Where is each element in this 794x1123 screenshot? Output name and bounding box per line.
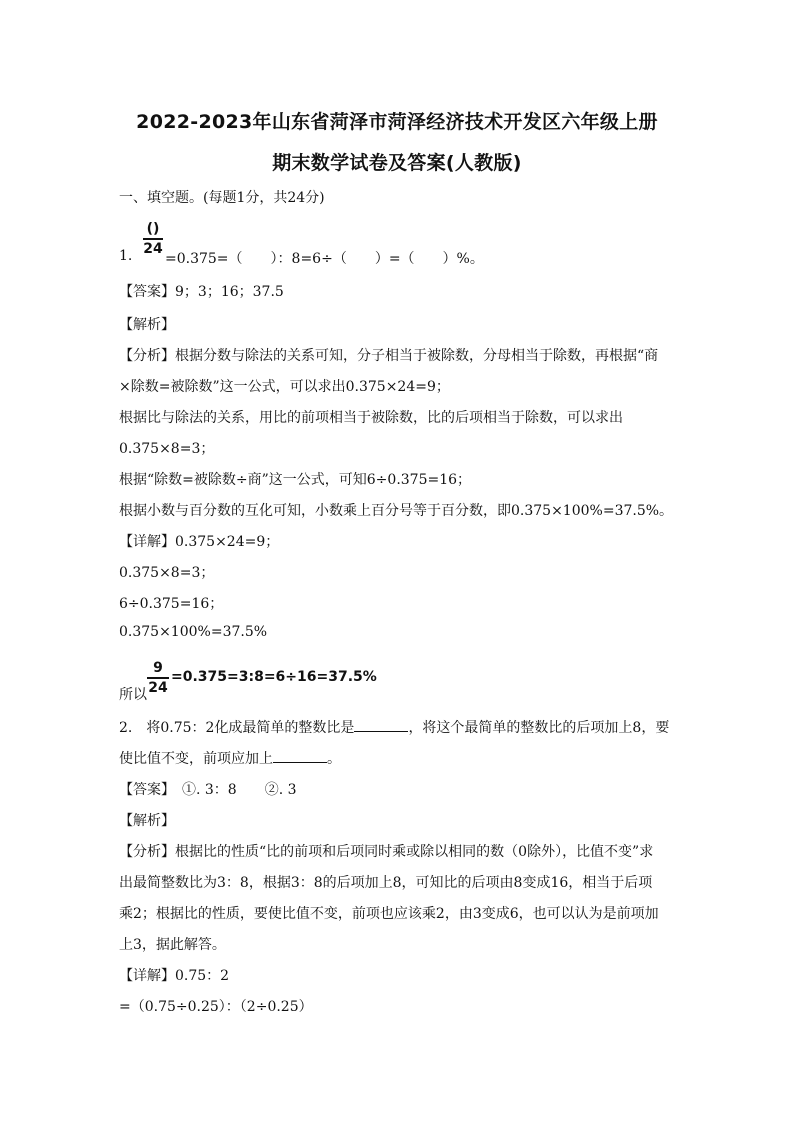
answer-blank[interactable] [273,750,327,763]
q1-analysis-line: 根据“除数=被除数÷商”这一公式，可知6÷0.375=16； [119,472,472,488]
q1-analysis-line: 0.375×8=3； [119,441,215,457]
q2-text-part: ，将这个最简单的整数比的后项加上8，要 [408,720,670,736]
q1-detail-line: 6÷0.375=16； [119,596,224,612]
q1-analysis-line: 根据小数与百分数的互化可知，小数乘上百分号等于百分数，即0.375×100%=37.5%。 [119,503,674,519]
q1-conclusion-equation: =0.375=3:8=6÷16=37.5% [171,669,377,685]
q2-text-part: 使比值不变，前项应加上 [119,751,273,767]
q2-text-part: 2. 将0.75：2化成最简单的整数比是 [119,720,355,736]
section-heading: 一、填空题。(每题1分，共24分) [119,190,325,206]
q1-analysis-line: 根据比与除法的关系，用比的前项相当于被除数，比的后项相当于除数，可以求出 [119,410,623,426]
q1-fraction-bar [143,238,163,240]
q1-fraction-denominator: 24 [143,241,163,257]
q2-analysis-label: 【解析】 [119,813,175,829]
q1-analysis-label: 【解析】 [119,317,175,333]
q2-answer: 【答案】 ①. 3：8 ②. 3 [119,782,297,798]
q2-text-part: 。 [327,751,341,767]
q1-conclusion-numerator: 9 [153,660,163,676]
document-title-line1: 2022-2023年山东省菏泽市菏泽经济技术开发区六年级上册 [136,111,658,133]
q2-analysis-line: 【分析】根据比的性质“比的前项和后项同时乘或除以相同的数（0除外），比值不变”求 [119,844,654,860]
answer-blank[interactable] [354,719,408,732]
q1-detail-line: 0.375×100%=37.5% [119,624,268,640]
q1-analysis-line: 【分析】根据分数与除法的关系可知，分子相当于被除数，分母相当于除数，再根据“商 [119,348,659,364]
q2-question-line2 [119,748,341,768]
q2-analysis-line: 上3，据此解答。 [119,937,226,953]
q1-fraction-numerator: () [146,221,160,237]
q1-conclusion-fraction-bar [147,677,169,679]
q1-conclusion-fraction [147,660,169,696]
q1-conclusion-denominator: 24 [148,680,168,696]
q1-question-text: =0.375=（ ）：8=6÷（ ）=（ ）%。 [165,251,484,267]
q1-answer: 【答案】9；3；16；37.5 [119,284,284,300]
q1-fraction [143,221,163,257]
q2-analysis-line: 乘2；根据比的性质，要使比值不变，前项也应该乘2，由3变成6，也可以认为是前项加 [119,906,659,922]
q1-detail-line: 【详解】0.375×24=9； [119,534,280,550]
q2-question-line1 [119,717,669,737]
document-title-line2: 期末数学试卷及答案(人教版) [272,152,522,174]
q2-detail-line: =（0.75÷0.25）：（2÷0.25） [119,999,313,1015]
q2-detail-line: 【详解】0.75：2 [119,968,230,984]
q1-detail-line: 0.375×8=3； [119,565,215,581]
q1-number: 1. [119,248,133,264]
q2-analysis-line: 出最简整数比为3：8，根据3：8的后项加上8，可知比的后项由8变成16，相当于后项 [119,875,653,891]
q1-analysis-line: ×除数=被除数”这一公式，可以求出0.375×24=9； [119,379,450,395]
q1-conclusion-prefix: 所以 [119,687,147,703]
